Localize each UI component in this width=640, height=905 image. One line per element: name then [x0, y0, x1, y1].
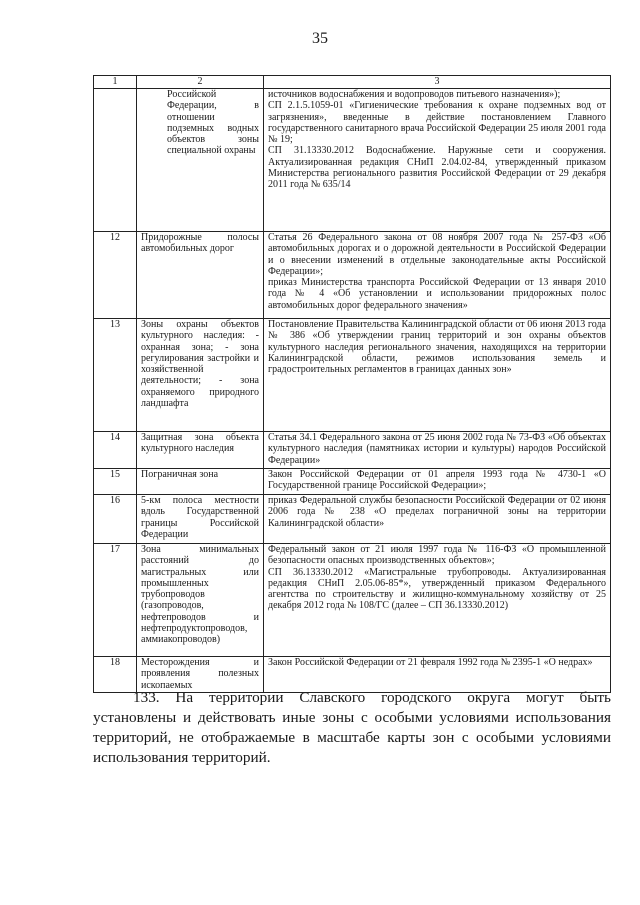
- row-number: 12: [94, 232, 137, 319]
- legal-doc: приказ Министерства транспорта Российской Федерации от 13 января 2010 года № 4 «Об установлении и использовании придорожных полос автомобильных дорог федерального значения»: [268, 277, 606, 311]
- row-number: 17: [94, 544, 137, 657]
- zone-name: Пограничная зона: [137, 469, 264, 495]
- header-col-1: 1: [94, 76, 137, 89]
- row-number: 15: [94, 469, 137, 495]
- legal-doc: Постановление Правительства Калининградской области от 06 июня 2013 года № 386 «Об утверждении границ территорий и зон охраны объектов культурного наследия регионального значения, находящихся на территории Калининградской области, режимов использования земель и градостроительных регламентов в границах данных зон»: [268, 319, 606, 376]
- row-number: 18: [94, 657, 137, 693]
- zones-table: [93, 75, 611, 693]
- header-col-3: 3: [264, 76, 611, 89]
- zone-name: Зона минимальных расстояний до магистральных или промышленных трубопроводов (газопроводов, нефтепроводов и нефтепродуктопроводов, аммиакопроводов): [137, 544, 264, 657]
- legal-basis: [264, 232, 611, 319]
- row-number: [94, 89, 137, 232]
- zone-name: Придорожные полосы автомобильных дорог: [137, 232, 264, 319]
- legal-doc: Статья 26 Федерального закона от 08 ноября 2007 года № 257-ФЗ «Об автомобильных дорогах и о дорожной деятельности в Российской Федерации и о внесении изменений в отдельные законодательные акты Российской Федерации»;: [268, 232, 606, 277]
- zone-name: Российской Федерации, в отношении подземных водных объектов зоны специальной охраны: [137, 89, 264, 232]
- legal-doc: СП 36.13330.2012 «Магистральные трубопроводы. Актуализированная редакция СНиП 2.05.06-85*», утвержденный приказом Федерального агентства по строительству и жилищно-коммунальному хозяйству от 25 декабря 2012 года № 108/ГС (далее – СП 36.13330.2012): [268, 566, 606, 612]
- legal-doc: источников водоснабжения и водопроводов питьевого назначения»);: [268, 89, 561, 100]
- table-row: [94, 432, 611, 469]
- legal-basis: [264, 89, 611, 232]
- legal-doc: СП 31.13330.2012 Водоснабжение. Наружные сети и сооружения. Актуализированная редакция СНиП 2.04.02-84, утвержденный приказом Министерства регионального развития Российской Федерации от 29 декабря 2011 года № 635/14: [268, 145, 606, 191]
- table-row: [94, 495, 611, 544]
- table-row: [94, 89, 611, 232]
- legal-doc: Федеральный закон от 21 июля 1997 года № 116-ФЗ «О промышленной безопасности опасных производственных объектов»;: [268, 544, 606, 567]
- page-number: 35: [312, 30, 328, 47]
- table-row: [94, 232, 611, 319]
- legal-doc: Закон Российской Федерации от 01 апреля 1993 года № 4730-1 «О Государственной границе Российской Федерации»;: [268, 469, 606, 492]
- row-number: 13: [94, 319, 137, 432]
- legal-basis: [264, 319, 611, 432]
- table-header-row: [94, 76, 611, 89]
- table-row: [94, 469, 611, 495]
- zone-name: 5-км полоса местности вдоль Государственной границы Российской Федерации: [137, 495, 264, 544]
- zone-name: Месторождения и проявления полезных ископаемых: [137, 657, 264, 693]
- legal-basis: [264, 432, 611, 469]
- legal-basis: [264, 544, 611, 657]
- legal-doc: Закон Российской Федерации от 21 февраля 1992 года № 2395-1 «О недрах»: [268, 657, 593, 668]
- row-number: 16: [94, 495, 137, 544]
- legal-doc: Статья 34.1 Федерального закона от 25 июня 2002 года № 73-ФЗ «Об объектах культурного наследия (памятниках истории и культуры) народов Российской Федерации»: [268, 432, 606, 466]
- legal-doc: приказ Федеральной службы безопасности Российской Федерации от 02 июня 2006 года № 238 «О пределах пограничной зоны на территории Калининградской области»: [268, 495, 606, 529]
- legal-doc: СП 2.1.5.1059-01 «Гигиенические требования к охране подземных вод от загрязнения», введенные в действие постановлением Главного государственного санитарного врача Российской Федерации 25 июля 2001 года № 19;: [268, 100, 606, 146]
- row-number: 14: [94, 432, 137, 469]
- body-paragraph-133: 133. На территории Славского городского округа могут быть установлены и действовать иные зоны с особыми условиями использования территорий, не отображаемые в масштабе карты зон с особыми условиями использования территорий.: [93, 689, 611, 766]
- header-col-2: 2: [137, 76, 264, 89]
- legal-basis: [264, 495, 611, 544]
- table-row: [94, 319, 611, 432]
- zone-name: Защитная зона объекта культурного наследия: [137, 432, 264, 469]
- legal-basis: [264, 469, 611, 495]
- table-row: [94, 544, 611, 657]
- zone-name: Зоны охраны объектов культурного наследия: - охранная зона; - зона регулирования застройки и хозяйственной деятельности; - зона охраняемого природного ландшафта: [137, 319, 264, 432]
